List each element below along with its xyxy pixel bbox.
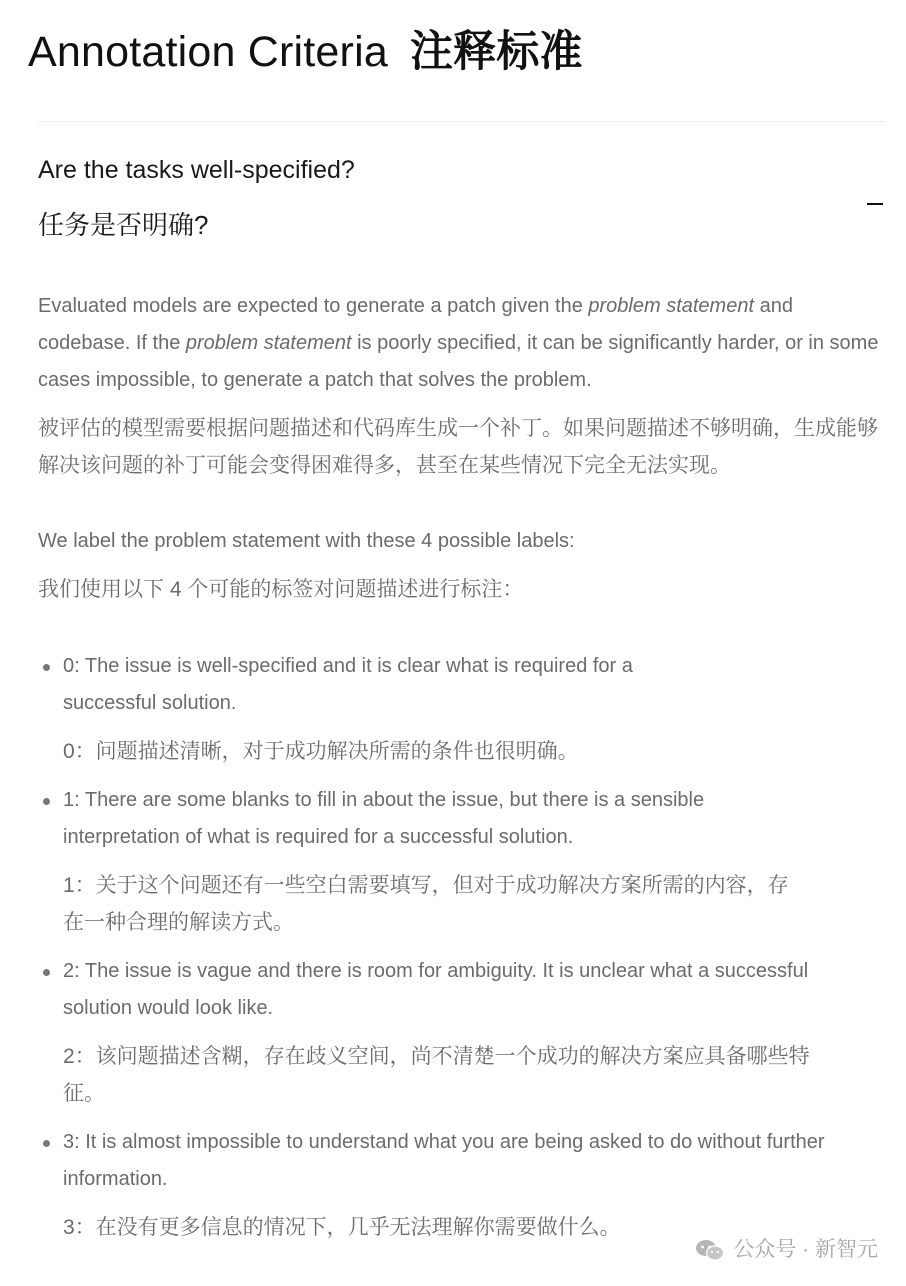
accordion-header[interactable] xyxy=(38,150,884,245)
label-0-zh: 0：问题描述清晰，对于成功解决所需的条件也很明确。 xyxy=(63,740,579,763)
label-intro xyxy=(38,523,884,608)
label-2-en: 2: The issue is vague and there is room for ambiguity. It is unclear what a successful solution would look like. xyxy=(63,960,809,1019)
label-1-en: 1: There are some blanks to fill in about the issue, but there is a sensible interpretation of what is required for a successful solution. xyxy=(63,789,705,848)
watermark-text: 公众号 · 新智元 xyxy=(733,1238,878,1261)
label-0-en: 0: The issue is well-specified and it is clear what is required for a successful solution. xyxy=(63,655,633,714)
page-title-en: Annotation Criteria xyxy=(28,28,388,76)
watermark xyxy=(695,1233,878,1267)
label-list xyxy=(38,648,886,1246)
question-zh: 任务是否明确? xyxy=(38,210,209,240)
header-divider xyxy=(38,121,886,122)
label-intro-zh: 我们使用以下 4 个可能的标签对问题描述进行标注： xyxy=(38,578,524,601)
intro-en: Evaluated models are expected to generate a patch given the problem statement and codebase. If the problem statement is poorly specified, it can be significantly harder, or in some cases impossible, to generate a patch that solves the problem. xyxy=(38,295,879,391)
intro-zh: 被评估的模型需要根据问题描述和代码库生成一个补丁。如果问题描述不够明确，生成能够解决该问题的补丁可能会变得困难得多，甚至在某些情况下完全无法实现。 xyxy=(38,417,878,477)
label-intro-en: We label the problem statement with these 4 possible labels: xyxy=(38,530,575,552)
intro-paragraph xyxy=(38,288,884,484)
question-en: Are the tasks well-specified? xyxy=(38,156,355,184)
label-1-zh: 1：关于这个问题还有一些空白需要填写，但对于成功解决方案所需的内容，存在一种合理的解读方式。 xyxy=(63,874,789,934)
list-item xyxy=(38,1124,886,1246)
collapse-icon[interactable] xyxy=(866,188,884,212)
label-2-zh: 2：该问题描述含糊，存在歧义空间，尚不清楚一个成功的解决方案应具备哪些特征。 xyxy=(63,1045,810,1105)
page-title-zh: 注释标准 xyxy=(409,28,583,76)
label-3-zh: 3：在没有更多信息的情况下，几乎无法理解你需要做什么。 xyxy=(63,1216,621,1239)
wechat-icon xyxy=(695,1239,725,1261)
page-title xyxy=(28,22,583,82)
list-item xyxy=(38,953,886,1112)
label-3-en: 3: It is almost impossible to understand what you are being asked to do without further information. xyxy=(63,1131,825,1190)
list-item xyxy=(38,648,886,770)
list-item xyxy=(38,782,886,941)
